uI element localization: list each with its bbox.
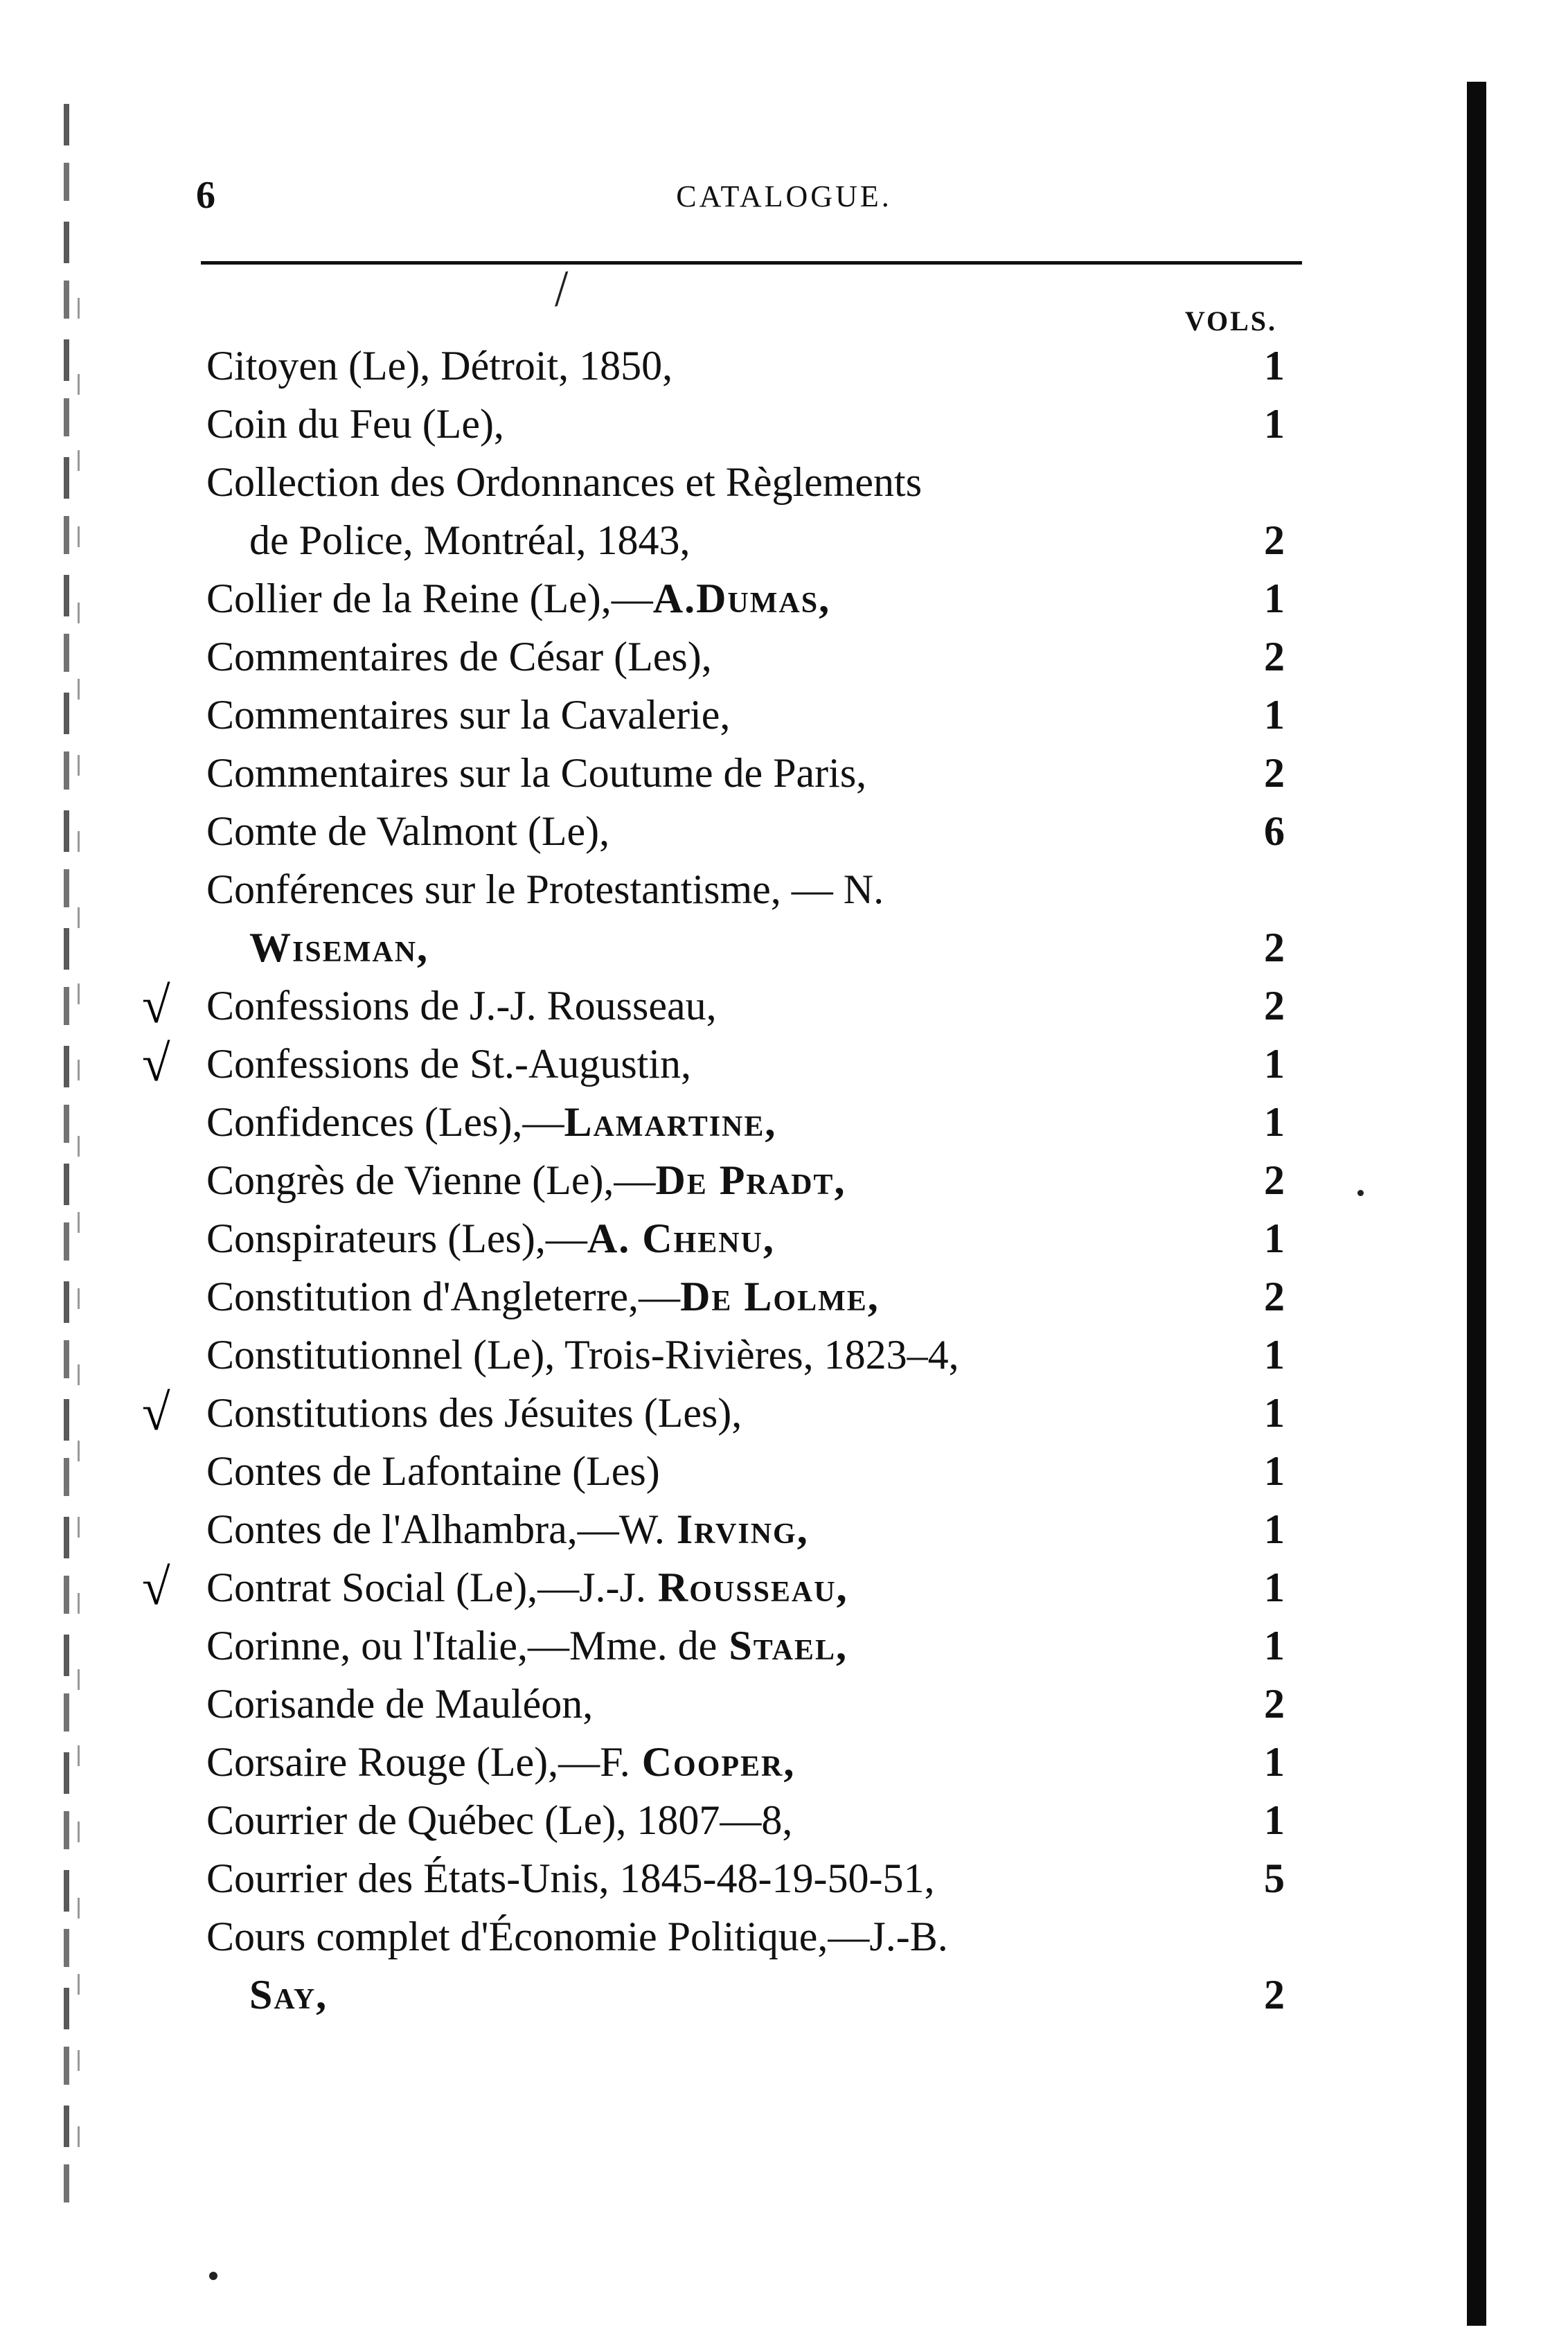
entry-title [206,454,922,510]
entry-title-text: Collier de la Reine (Le),— [206,576,653,621]
binding-edge-right [1467,82,1486,2326]
entry-volume-count: 1 [1264,1041,1285,1087]
entry-title [206,1094,776,1150]
entry-title-continuation [249,513,691,568]
entry-title [206,629,712,684]
entry-volume-count: 1 [1264,1448,1285,1494]
binding-edge-left [64,104,69,2216]
entry-author: Rousseau, [645,1565,848,1610]
entry-title-text: Comte de Valmont (Le), [206,808,610,854]
entry-title-continuation [249,920,429,975]
entry-title [206,1502,809,1557]
binding-edge-left-secondary [78,298,80,2168]
entry-title-text: Confessions de St.-Augustin, [206,1041,692,1087]
entry-title [206,571,830,626]
entry-title [206,1036,691,1092]
entry-title [206,862,884,917]
entry-volume-count: 1 [1264,1390,1285,1436]
entry-title-text: Corisande de Mauléon, [206,1681,594,1727]
entry-volume-count: 1 [1264,692,1285,738]
checkmark-icon: √ [142,1385,170,1441]
entry-volume-count: 1 [1264,343,1285,389]
entry-volume-count: 2 [1264,750,1285,796]
entry-title-text: Congrès de Vienne (Le),— [206,1157,656,1203]
checkmark-icon: √ [142,1559,170,1616]
entry-title-text: Commentaires sur la Coutume de Paris, [206,750,867,796]
page-number: 6 [196,174,215,217]
entry-title-text: Courrier des États-Unis, 1845-48-19-50-51, [206,1855,935,1901]
ink-speck [209,2272,217,2280]
entry-volume-count: 2 [1264,1681,1285,1727]
entry-title [206,1327,959,1382]
entry-volume-count: 2 [1264,925,1285,970]
entry-volume-count: 1 [1264,1739,1285,1785]
entry-title-text: Constitutionnel (Le), Trois-Rivières, 1823–4, [206,1332,959,1378]
entry-author: Stael, [717,1623,848,1668]
entry-volume-count: 1 [1264,1565,1285,1610]
entry-title-continuation [249,1967,328,2022]
ink-speck [1357,1190,1364,1196]
entry-title [206,1734,795,1790]
entry-volume-count: 1 [1264,1797,1285,1843]
entry-title-text: Confidences (Les),— [206,1099,564,1145]
entry-title [206,338,672,393]
entry-title-text: Courrier de Québec (Le), 1807—8, [206,1797,793,1843]
entry-volume-count: 1 [1264,1623,1285,1668]
entry-title-text: Contes de Lafontaine (Les) [206,1448,660,1494]
entry-volume-count: 1 [1264,1216,1285,1261]
entry-title-text: Commentaires de César (Les), [206,634,712,679]
running-head: CATALOGUE. [676,179,892,213]
entry-title [206,978,717,1033]
entry-title-text: Corsaire Rouge (Le),—F. [206,1739,630,1785]
entry-author: Irving, [664,1506,809,1552]
entry-title [206,1269,880,1324]
entry-volume-count: 2 [1264,1274,1285,1319]
entry-continuation-text: de Police, Montréal, 1843, [249,517,691,563]
checkmark-icon: √ [142,1035,170,1092]
entry-volume-count: 2 [1264,517,1285,563]
entry-title-text: Constitutions des Jésuites (Les), [206,1390,742,1436]
entry-title [206,687,730,742]
entry-author: Cooper, [630,1739,796,1785]
entry-title [206,1618,848,1673]
entry-volume-count: 1 [1264,1506,1285,1552]
entry-volume-count: 1 [1264,1099,1285,1145]
entry-volume-count: 6 [1264,808,1285,854]
entry-title-text: Conférences sur le Protestantisme, — N. [206,866,884,912]
entry-author: Wiseman, [249,925,429,970]
entry-volume-count: 2 [1264,1972,1285,2018]
entry-title [206,396,504,452]
entry-volume-count: 2 [1264,634,1285,679]
entry-author: Say, [249,1972,328,2018]
entry-volume-count: 5 [1264,1855,1285,1901]
entry-author: A. Chenu, [587,1216,775,1261]
entry-title [206,1211,775,1266]
entry-title-text: Corinne, ou l'Italie,—Mme. de [206,1623,718,1668]
entry-volume-count: 1 [1264,401,1285,447]
entry-title-text: Coin du Feu (Le), [206,401,504,447]
entry-title-text: Contrat Social (Le),—J.-J. [206,1565,646,1610]
entry-volume-count: 1 [1264,1332,1285,1378]
entry-title-text: Conspirateurs (Les),— [206,1216,587,1261]
entry-title [206,1152,846,1208]
entry-author: De Pradt, [655,1157,846,1203]
vols-column-header: VOLS. [1184,305,1277,337]
entry-title-text: Cours complet d'Économie Politique,—J.-B. [206,1914,948,1959]
entry-title-text: Confessions de J.-J. Rousseau, [206,983,717,1029]
entry-title [206,803,609,859]
entry-title-text: Contes de l'Alhambra,—W. [206,1506,665,1552]
entry-title [206,1560,848,1615]
entry-title [206,1851,934,1906]
entry-title [206,1443,660,1499]
entry-title [206,1385,742,1441]
entry-title [206,1676,593,1732]
header-rule [201,261,1302,265]
entry-title [206,1909,948,1964]
entry-volume-count: 2 [1264,983,1285,1029]
checkmark-icon: √ [142,977,170,1034]
entry-title-text: Constitution d'Angleterre,— [206,1274,681,1319]
entry-volume-count: 2 [1264,1157,1285,1203]
entry-title-text: Collection des Ordonnances et Règlements [206,459,923,505]
entry-title [206,1792,792,1848]
entry-author: Lamartine, [564,1099,777,1145]
entry-author: De Lolme, [680,1274,880,1319]
entry-title [206,745,866,801]
entry-volume-count: 1 [1264,576,1285,621]
entry-title-text: Citoyen (Le), Détroit, 1850, [206,343,673,389]
pencil-mark: / [549,261,572,317]
entry-author: A.Dumas, [652,576,831,621]
entry-title-text: Commentaires sur la Cavalerie, [206,692,731,738]
